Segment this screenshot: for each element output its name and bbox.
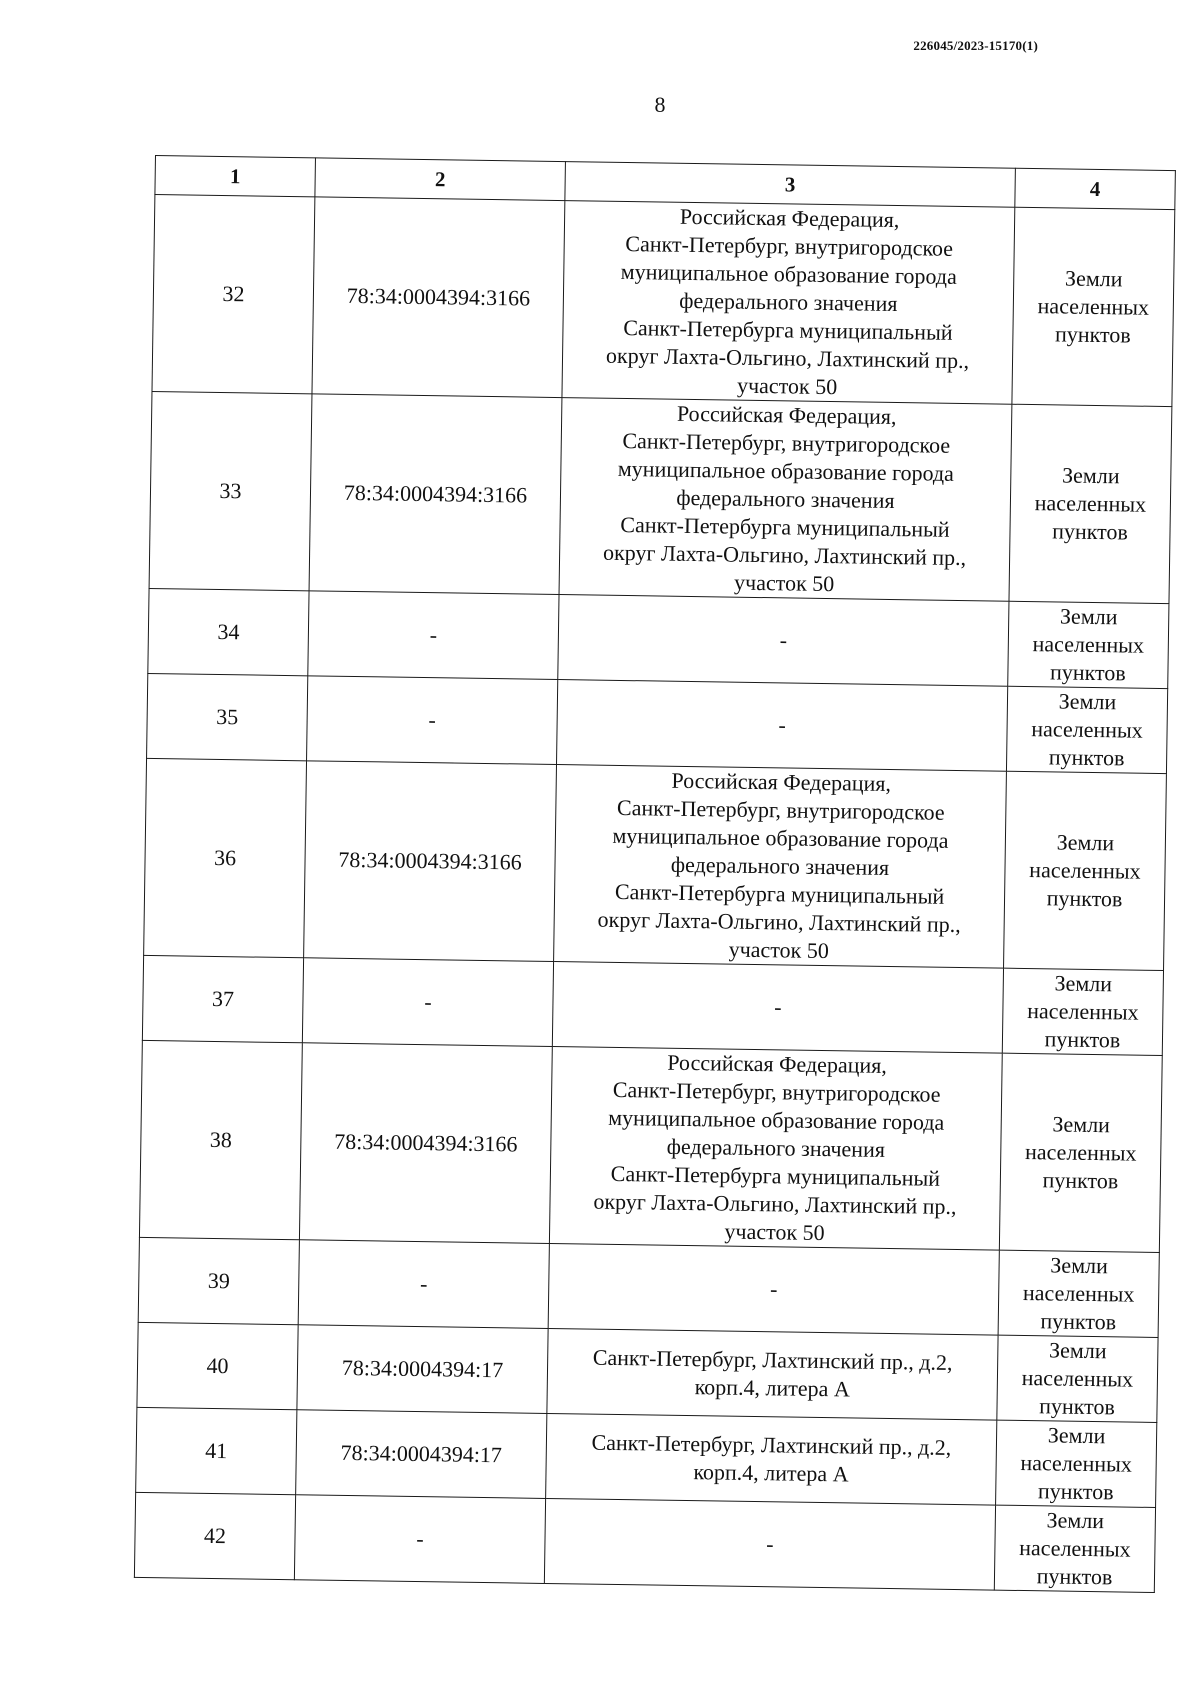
- land-category-text: Земли населенных пунктов: [1037, 265, 1150, 348]
- land-category-text: Земли населенных пунктов: [1021, 1337, 1134, 1420]
- table-row: [142, 955, 1163, 1055]
- column-header-4: 4: [1015, 168, 1176, 209]
- address-text: Российская Федерация, Санкт-Петербург, внутригородское муниципальное образование города федерального значения Санкт-Петербурга муниципальный округ Лахта-Ольгино, Лахтинский пр., участок 50: [593, 1049, 957, 1246]
- land-plots-table: [134, 155, 1176, 1593]
- address-text: -: [774, 994, 782, 1020]
- cadastral-number-cell: 78:34:0004394:3166: [299, 1043, 552, 1244]
- cadastral-number-cell: -: [302, 958, 553, 1047]
- address-cell: [549, 1046, 1002, 1250]
- land-category-cell: [1008, 601, 1169, 688]
- land-category-cell: [994, 1505, 1155, 1592]
- land-category-text: Земли населенных пунктов: [1019, 1507, 1131, 1590]
- land-category-cell: [996, 1420, 1157, 1507]
- land-category-text: Земли населенных пунктов: [1024, 1111, 1137, 1194]
- page-number: 8: [654, 92, 666, 117]
- address-text: -: [779, 627, 788, 653]
- address-text: -: [769, 1276, 778, 1302]
- cadastral-number-cell: 78:34:0004394:3166: [312, 197, 565, 398]
- row-number-cell: 40: [137, 1322, 298, 1409]
- table-row: [149, 391, 1172, 603]
- address-cell: [562, 201, 1015, 405]
- land-category-cell: [999, 1053, 1162, 1252]
- address-cell: [558, 595, 1009, 687]
- cadastral-number-cell: 78:34:0004394:17: [296, 1410, 547, 1499]
- cadastral-number-cell: -: [294, 1495, 545, 1584]
- table-row: [137, 1322, 1158, 1422]
- address-text: -: [766, 1531, 774, 1557]
- land-category-cell: [1006, 686, 1167, 773]
- address-cell: [557, 680, 1008, 772]
- address-cell: [547, 1328, 998, 1420]
- land-category-cell: [1002, 968, 1163, 1055]
- address-text: -: [778, 712, 786, 738]
- row-number-cell: 42: [134, 1492, 295, 1579]
- address-cell: [552, 962, 1003, 1054]
- address-cell: [559, 398, 1012, 602]
- row-number-cell: 35: [147, 673, 308, 760]
- row-number-cell: 38: [139, 1040, 302, 1239]
- address-text: Российская Федерация, Санкт-Петербург, внутригородское муниципальное образование города федерального значения Санкт-Петербурга муниципальный округ Лахта-Ольгино, Лахтинский пр., участок 50: [605, 203, 970, 400]
- address-cell: [546, 1413, 997, 1505]
- table-row: [152, 195, 1175, 407]
- address-cell: [548, 1243, 999, 1335]
- cadastral-number-cell: -: [308, 591, 559, 680]
- address-text: Санкт-Петербург, Лахтинский пр., д.2, корп.4, литера А: [592, 1344, 953, 1402]
- column-header-1: 1: [155, 156, 316, 197]
- cadastral-number-cell: 78:34:0004394:3166: [304, 761, 557, 962]
- row-number-cell: 41: [136, 1407, 297, 1494]
- cadastral-number-cell: 78:34:0004394:3166: [309, 394, 562, 595]
- row-number-cell: 34: [148, 588, 309, 675]
- land-category-cell: [997, 1335, 1158, 1422]
- land-category-text: Земли населенных пунктов: [1027, 970, 1139, 1053]
- table-row: [139, 1040, 1162, 1252]
- address-cell: [554, 765, 1007, 969]
- table-row: [148, 588, 1169, 688]
- land-category-text: Земли населенных пунктов: [1022, 1252, 1135, 1335]
- land-plots-table-container: [134, 155, 1175, 1593]
- land-category-cell: [1009, 404, 1172, 603]
- table-row: [144, 758, 1167, 970]
- row-number-cell: 37: [142, 955, 303, 1042]
- land-category-text: Земли населенных пунктов: [1029, 829, 1141, 912]
- table-row: [147, 673, 1168, 773]
- cadastral-number-cell: -: [307, 676, 558, 765]
- land-category-cell: [998, 1250, 1159, 1337]
- cadastral-number-cell: -: [298, 1240, 549, 1329]
- column-header-3: 3: [565, 162, 1016, 208]
- table-row: [136, 1407, 1157, 1507]
- row-number-cell: 32: [152, 195, 315, 394]
- row-number-cell: 36: [144, 758, 307, 957]
- table-row: [134, 1492, 1155, 1592]
- row-number-cell: 33: [149, 391, 312, 590]
- land-category-text: Земли населенных пунктов: [1032, 603, 1145, 686]
- address-text: Российская Федерация, Санкт-Петербург, внутригородское муниципальное образование города федерального значения Санкт-Петербурга муниципальный округ Лахта-Ольгино, Лахтинский пр., участок 50: [602, 400, 967, 597]
- address-text: Российская Федерация, Санкт-Петербург, внутригородское муниципальное образование города федерального значения Санкт-Петербурга муниципальный округ Лахта-Ольгино, Лахтинский пр., участок 50: [597, 767, 961, 964]
- table-row: [138, 1237, 1159, 1337]
- address-text: Санкт-Петербург, Лахтинский пр., д.2, корп.4, литера А: [591, 1429, 952, 1487]
- land-category-cell: [1004, 771, 1167, 970]
- land-category-text: Земли населенных пунктов: [1031, 688, 1143, 771]
- column-header-2: 2: [315, 158, 566, 201]
- cadastral-number-cell: 78:34:0004394:17: [297, 1325, 548, 1414]
- land-category-text: Земли населенных пунктов: [1034, 462, 1147, 545]
- land-category-cell: [1012, 207, 1175, 406]
- land-category-text: Земли населенных пунктов: [1020, 1422, 1133, 1505]
- address-cell: [544, 1498, 995, 1590]
- document-number: 226045/2023-15170(1): [913, 38, 1038, 53]
- row-number-cell: 39: [138, 1237, 299, 1324]
